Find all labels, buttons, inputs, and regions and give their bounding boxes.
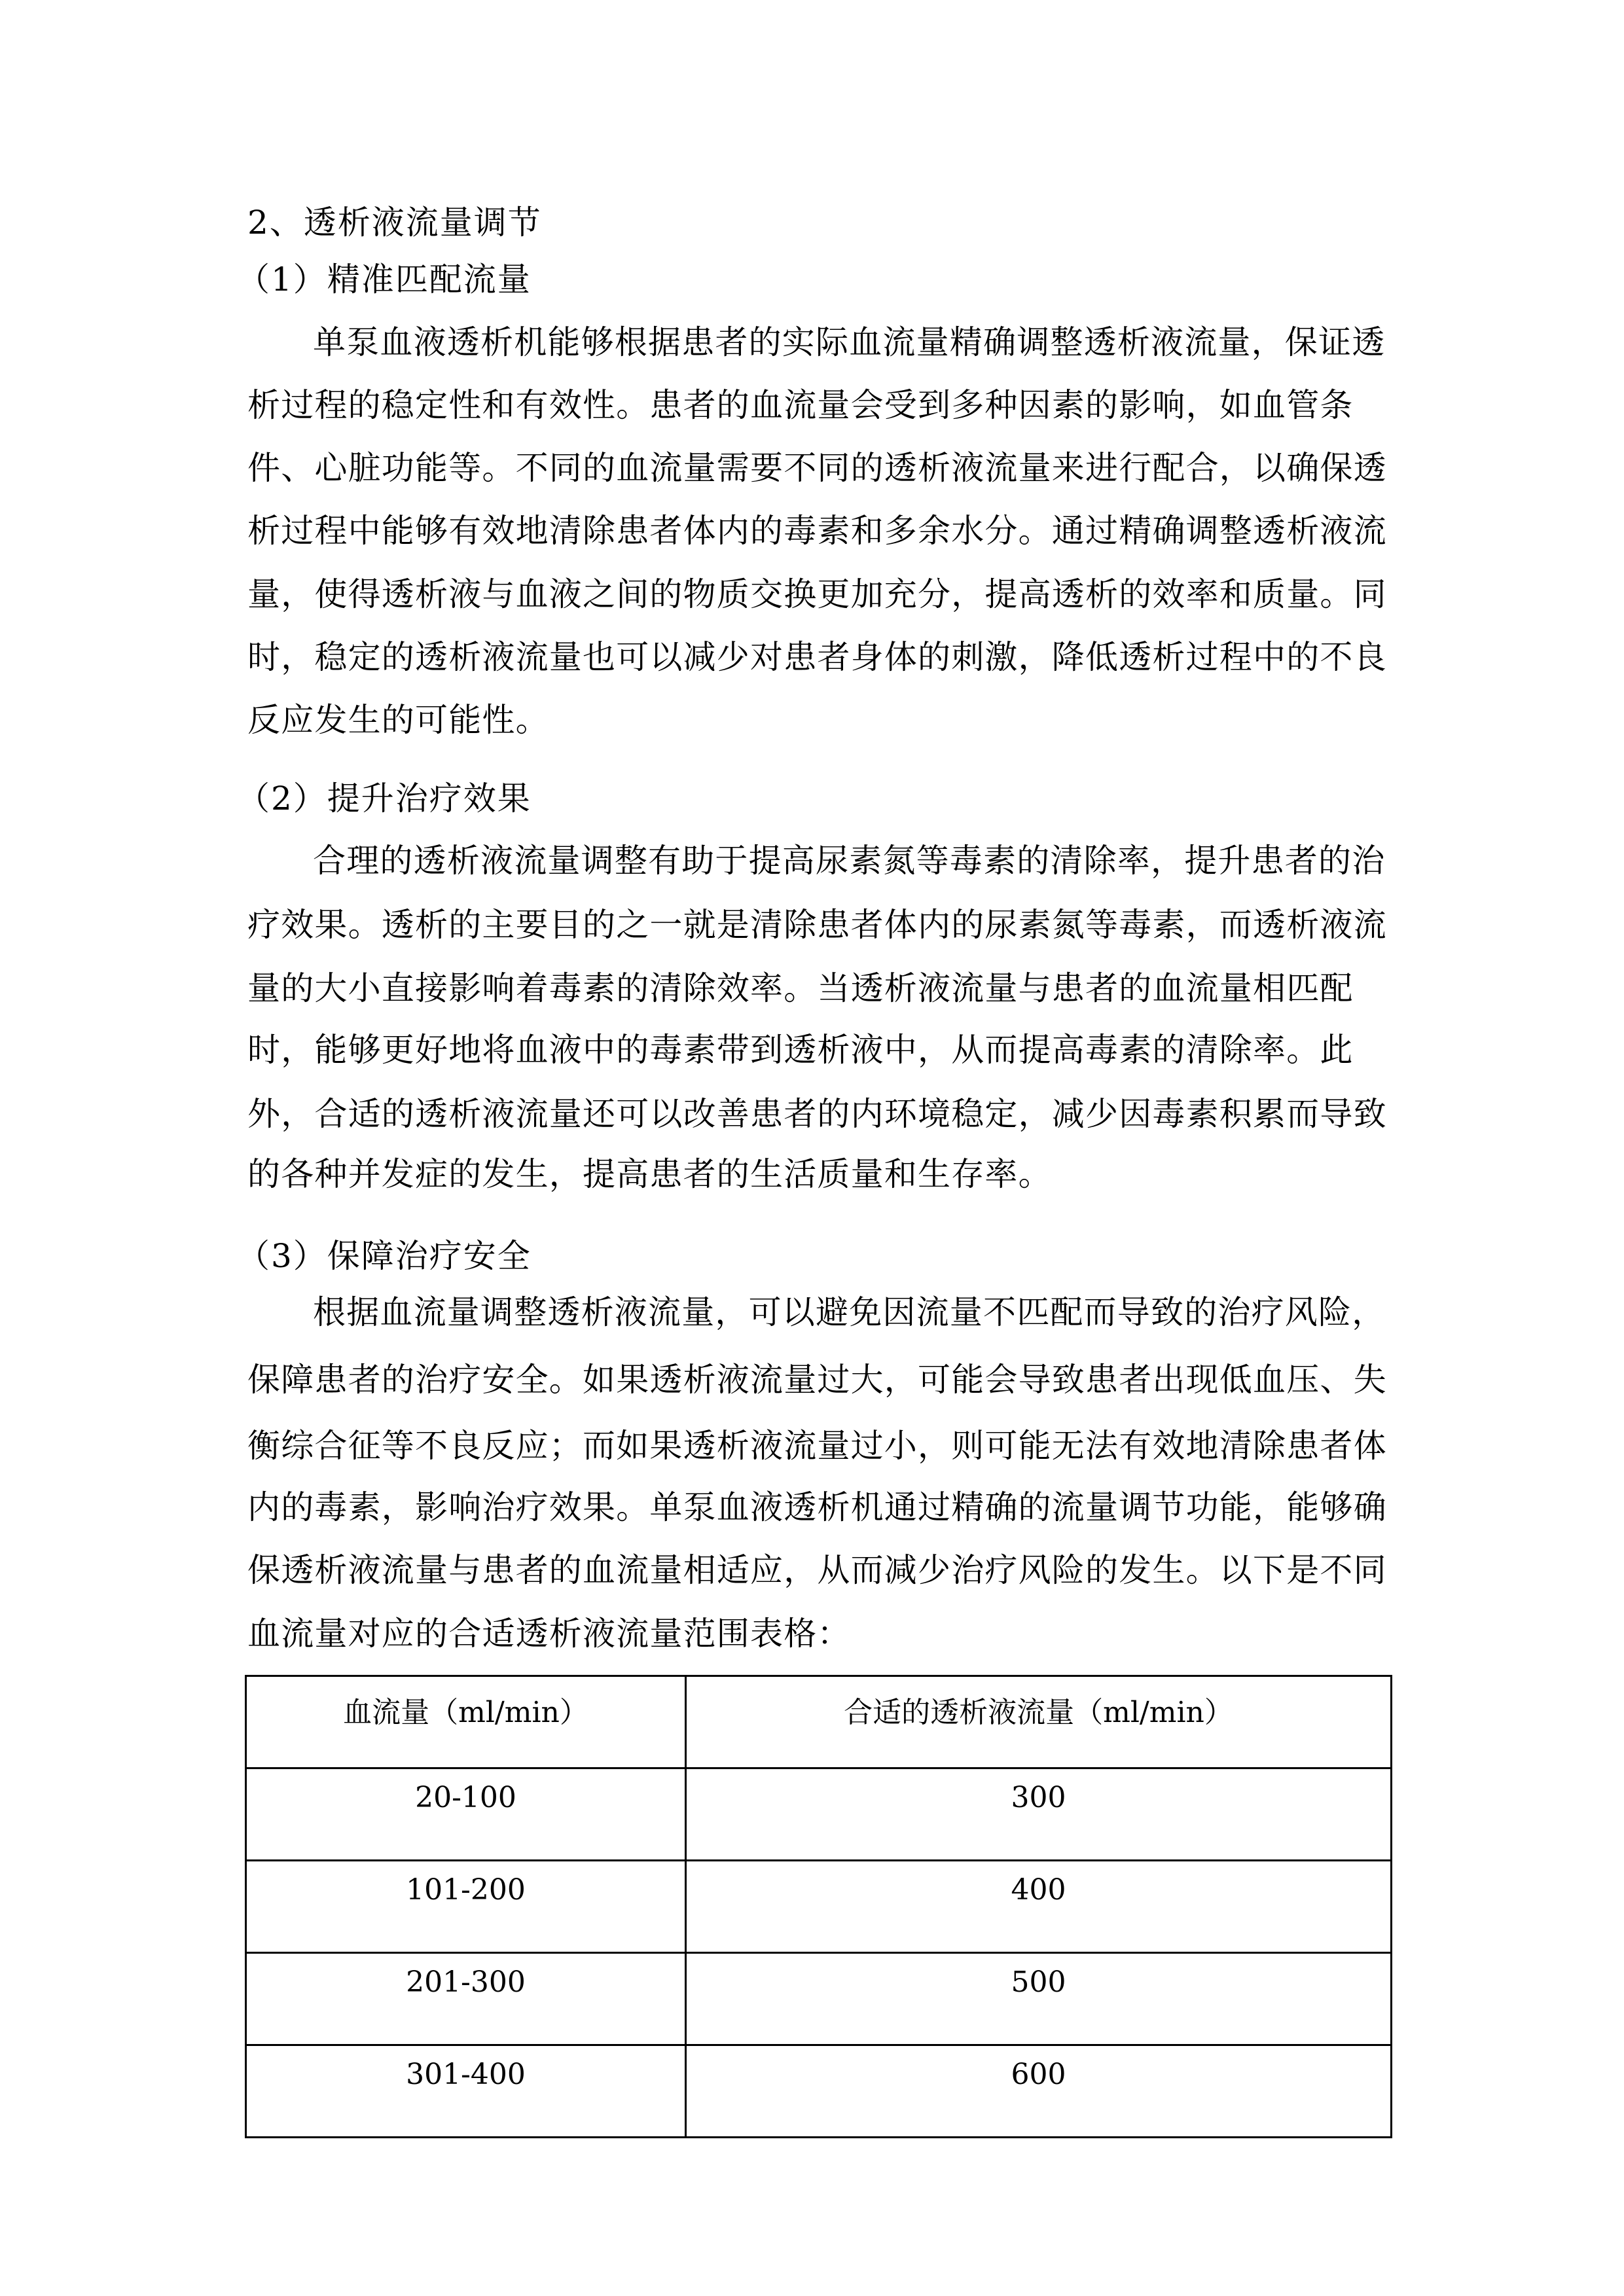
subsection-heading-2: （2）提升治疗效果: [237, 780, 532, 817]
paragraph-line: 的各种并发症的发生，提高患者的生活质量和生存率。: [247, 1155, 1052, 1193]
paragraph-line: 疗效果。透析的主要目的之一就是清除患者体内的尿素氮等毒素，而透析液流: [247, 906, 1387, 944]
paragraph-line: 单泵血液透析机能够根据患者的实际血流量精确调整透析液流量，保证透: [313, 323, 1386, 361]
subsection-heading-3: （3）保障治疗安全: [237, 1237, 532, 1275]
flow-rate-table: [245, 1675, 1392, 2138]
section-title: 2、透析液流量调节: [247, 204, 542, 242]
cell-dialysate-flow: 400: [686, 1861, 1392, 1953]
paragraph-line: 根据血流量调整透析液流量，可以避免因流量不匹配而导致的治疗风险，: [313, 1293, 1386, 1331]
paragraph-line: 保障患者的治疗安全。如果透析液流量过大，可能会导致患者出现低血压、失: [247, 1361, 1387, 1399]
table-row: [246, 1768, 1392, 1861]
cell-blood-flow: 301-400: [246, 2045, 686, 2138]
paragraph-line: 件、心脏功能等。不同的血流量需要不同的透析液流量来进行配合，以确保透: [247, 449, 1387, 487]
paragraph-line: 时，能够更好地将血液中的毒素带到透析液中，从而提高毒素的清除率。此: [247, 1031, 1354, 1069]
table-row: [246, 1861, 1392, 1953]
paragraph-line: 析过程的稳定性和有效性。患者的血流量会受到多种因素的影响，如血管条: [247, 386, 1354, 424]
header-blood-flow: 血流量（ml/min）: [246, 1676, 686, 1768]
paragraph-line: 内的毒素，影响治疗效果。单泵血液透析机通过精确的流量调节功能，能够确: [247, 1488, 1387, 1526]
table-row: [246, 1953, 1392, 2045]
paragraph-line: 量，使得透析液与血液之间的物质交换更加充分，提高透析的效率和质量。同: [247, 575, 1387, 613]
subsection-heading-1: （1）精准匹配流量: [237, 260, 532, 298]
paragraph-line: 外，合适的透析液流量还可以改善患者的内环境稳定，减少因毒素积累而导致: [247, 1095, 1387, 1133]
paragraph-line: 量的大小直接影响着毒素的清除效率。当透析液流量与患者的血流量相匹配: [247, 969, 1354, 1007]
cell-dialysate-flow: 300: [686, 1768, 1392, 1861]
paragraph-line: 反应发生的可能性。: [247, 701, 549, 739]
paragraph-line: 衡综合征等不良反应；而如果透析液流量过小，则可能无法有效地清除患者体: [247, 1427, 1387, 1465]
paragraph-line: 保透析液流量与患者的血流量相适应，从而减少治疗风险的发生。以下是不同: [247, 1551, 1387, 1589]
cell-dialysate-flow: 600: [686, 2045, 1392, 2138]
cell-blood-flow: 20-100: [246, 1768, 686, 1861]
table-header-row: [246, 1676, 1392, 1768]
cell-blood-flow: 101-200: [246, 1861, 686, 1953]
header-dialysate-flow: 合适的透析液流量（ml/min）: [686, 1676, 1392, 1768]
paragraph-line: 合理的透析液流量调整有助于提高尿素氮等毒素的清除率，提升患者的治: [313, 842, 1386, 880]
cell-dialysate-flow: 500: [686, 1953, 1392, 2045]
paragraph-line: 时，稳定的透析液流量也可以减少对患者身体的刺激，降低透析过程中的不良: [247, 638, 1387, 676]
paragraph-line: 血流量对应的合适透析液流量范围表格：: [247, 1615, 851, 1653]
paragraph-line: 析过程中能够有效地清除患者体内的毒素和多余水分。通过精确调整透析液流: [247, 512, 1387, 550]
table-row: [246, 2045, 1392, 2138]
cell-blood-flow: 201-300: [246, 1953, 686, 2045]
